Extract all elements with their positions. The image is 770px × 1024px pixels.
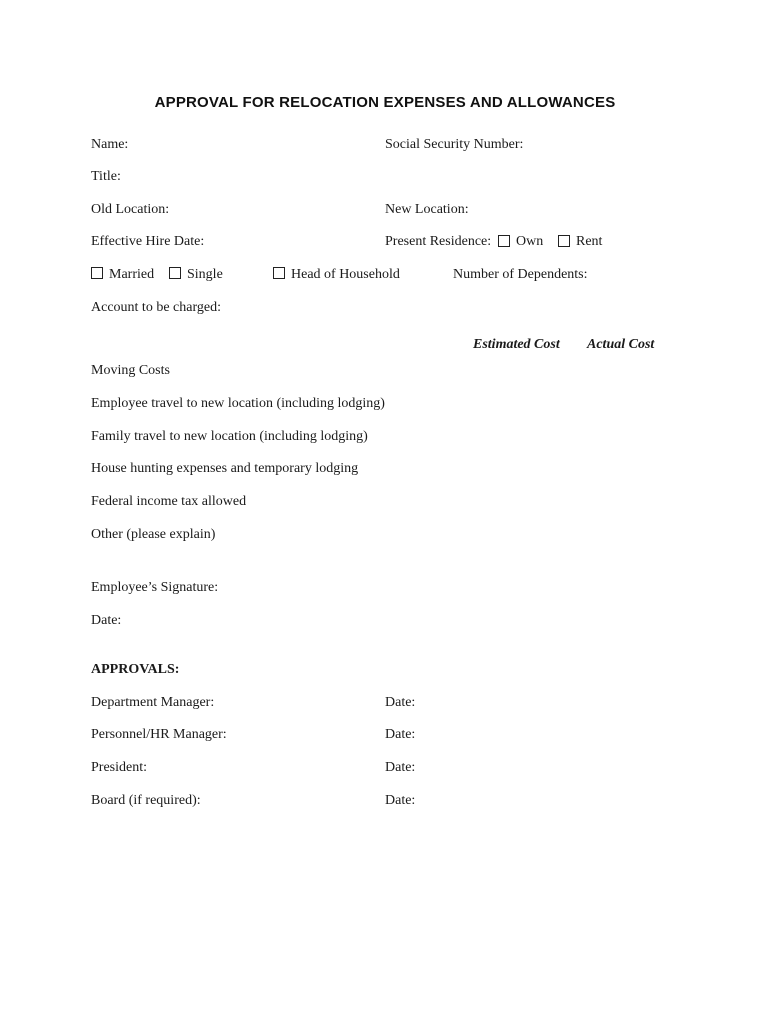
employee-signature-label: Employee’s Signature:: [91, 580, 219, 595]
head-of-household-label: Head of Household: [291, 267, 400, 282]
rent-checkbox[interactable]: [558, 235, 570, 247]
approval-hr-manager-label: Personnel/HR Manager:: [91, 727, 227, 742]
approvals-heading: APPROVALS:: [91, 662, 180, 677]
signature-date-label: Date:: [91, 613, 122, 628]
single-label: Single: [187, 267, 223, 282]
rent-label: Rent: [576, 234, 603, 249]
cost-item-moving: Moving Costs: [91, 363, 170, 378]
cost-item-other: Other (please explain): [91, 527, 216, 542]
approval-board-date: Date:: [385, 793, 416, 808]
actual-cost-header: Actual Cost: [587, 337, 655, 352]
new-location-label: New Location:: [385, 202, 469, 217]
account-label: Account to be charged:: [91, 300, 221, 315]
head-of-household-checkbox[interactable]: [273, 267, 285, 279]
effective-hire-date-label: Effective Hire Date:: [91, 234, 205, 249]
own-checkbox[interactable]: [498, 235, 510, 247]
title-label: Title:: [91, 169, 121, 184]
own-label: Own: [516, 234, 544, 249]
single-checkbox[interactable]: [169, 267, 181, 279]
approval-department-manager-date: Date:: [385, 695, 416, 710]
form-title: APPROVAL FOR RELOCATION EXPENSES AND ALLOWANCES: [154, 94, 616, 111]
approval-board-label: Board (if required):: [91, 793, 201, 808]
approval-department-manager-label: Department Manager:: [91, 695, 215, 710]
old-location-label: Old Location:: [91, 202, 170, 217]
approval-president-date: Date:: [385, 760, 416, 775]
cost-item-employee-travel: Employee travel to new location (including lodging): [91, 396, 385, 411]
married-checkbox[interactable]: [91, 267, 103, 279]
cost-item-federal-tax: Federal income tax allowed: [91, 494, 247, 509]
approval-president-label: President:: [91, 760, 147, 775]
ssn-label: Social Security Number:: [385, 137, 524, 152]
number-of-dependents-label: Number of Dependents:: [453, 267, 588, 282]
present-residence-label: Present Residence:: [385, 234, 492, 249]
estimated-cost-header: Estimated Cost: [473, 337, 560, 352]
approval-hr-manager-date: Date:: [385, 727, 416, 742]
cost-item-family-travel: Family travel to new location (including lodging): [91, 429, 368, 444]
name-label: Name:: [91, 137, 129, 152]
married-label: Married: [109, 267, 155, 282]
cost-item-house-hunting: House hunting expenses and temporary lodging: [91, 461, 359, 476]
